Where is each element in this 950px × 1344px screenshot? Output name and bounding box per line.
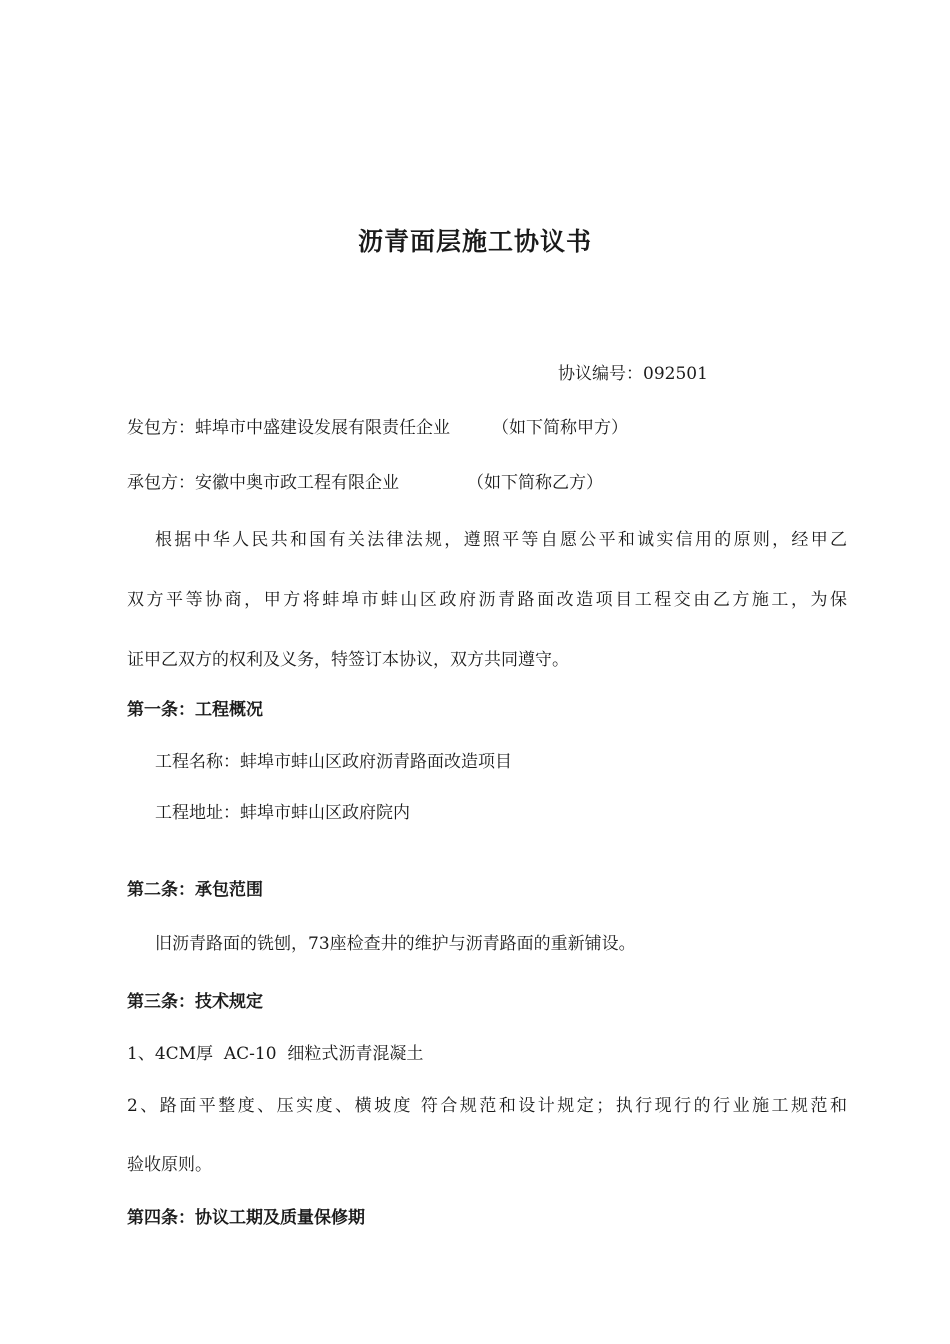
article-3-heading: 第三条：技术规定	[127, 992, 263, 1012]
preamble-line-1: 根据中华人民共和国有关法律法规，遵照平等自愿公平和诚实信用的原则，经甲乙	[155, 530, 847, 550]
party-b-note: （如下简称乙方）	[467, 473, 603, 493]
article-1-heading: 第一条：工程概况	[127, 700, 263, 720]
agreement-number: 协议编号：092501	[558, 364, 708, 384]
article-2-heading: 第二条：承包范围	[127, 880, 263, 900]
project-name: 工程名称：蚌埠市蚌山区政府沥青路面改造项目	[155, 752, 512, 772]
document-title: 沥青面层施工协议书	[357, 227, 592, 256]
technical-item-2-line-2: 验收原则。	[127, 1155, 212, 1175]
project-address: 工程地址：蚌埠市蚌山区政府院内	[155, 803, 410, 823]
technical-item-2-line-1: 2、路面平整度、压实度、横坡度 符合规范和设计规定；执行现行的行业施工规范和	[127, 1096, 847, 1116]
contract-scope: 旧沥青路面的铣刨，73座检查井的维护与沥青路面的重新铺设。	[155, 934, 636, 954]
technical-item-1: 1、4CM厚 AC-10 细粒式沥青混凝土	[127, 1044, 424, 1064]
party-a-note: （如下简称甲方）	[492, 418, 628, 438]
preamble-line-3: 证甲乙双方的权利及义务，特签订本协议，双方共同遵守。	[127, 650, 569, 670]
party-a-label: 发包方：蚌埠市中盛建设发展有限责任企业	[127, 418, 450, 438]
party-a-line	[127, 416, 628, 440]
preamble-line-2: 双方平等协商，甲方将蚌埠市蚌山区政府沥青路面改造项目工程交由乙方施工，为保	[127, 590, 847, 610]
party-b-line	[127, 471, 603, 495]
article-4-heading: 第四条：协议工期及质量保修期	[127, 1208, 365, 1228]
party-b-label: 承包方：安徽中奥市政工程有限企业	[127, 473, 399, 493]
